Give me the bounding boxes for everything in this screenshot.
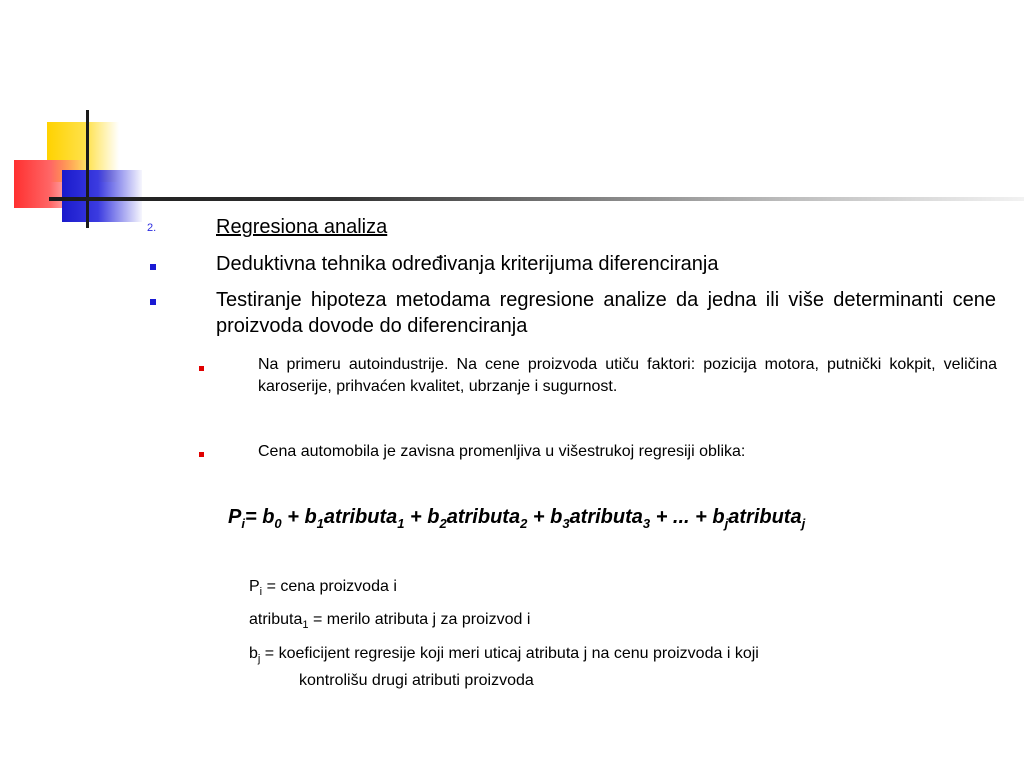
- regression-formula: $P_i= b_0$ + $b_1atributa_1$ + $b_2atributa_2$ + $b_3atributa_3$ + ... + $b_jatributa_j$: [228, 506, 806, 531]
- decor-vertical-line: [86, 110, 89, 228]
- sub-bullet-item: Na primeru autoindustrije. Na cene proizvoda utiču faktori: pozicija motora, putnički kokpit, veličina karoserije, prihvaćen kvalitet, ubrzanje i sugurnost.: [258, 356, 997, 395]
- list-number-marker: 2.: [147, 222, 157, 234]
- sub-bullet-item: Cena automobila je zavisna promenljiva u višestrukoj regresiji oblika:: [258, 443, 746, 460]
- sub-bullet-square-icon: [199, 366, 204, 371]
- decor-blue-square: [62, 170, 142, 222]
- bullet-item: Testiranje hipoteza metodama regresione analize da jedna ili više determinanti cene proizvoda dovode do diferenciranja: [216, 289, 996, 337]
- title-divider-line: [49, 197, 1024, 201]
- bullet-item: Deduktivna tehnika određivanja kriterijuma diferenciranja: [216, 253, 719, 275]
- definition-coefficient: $b_j$ = koeficijent regresije koji meri uticaj atributa j na cenu proizvoda i koji kontrolišu drugi atributi proizvoda: [249, 643, 997, 692]
- definition-price: $P_i$ = cena proizvoda i: [249, 578, 397, 599]
- definition-attribute: atributa$_1$ = merilo atributa j za proizvod i: [249, 611, 531, 632]
- section-heading: Regresiona analiza: [216, 216, 388, 238]
- sub-bullet-square-icon: [199, 452, 204, 457]
- bullet-square-icon: [150, 299, 156, 305]
- definition-coefficient-continuation: kontrolišu drugi atributi proizvoda: [299, 672, 534, 690]
- bullet-square-icon: [150, 264, 156, 270]
